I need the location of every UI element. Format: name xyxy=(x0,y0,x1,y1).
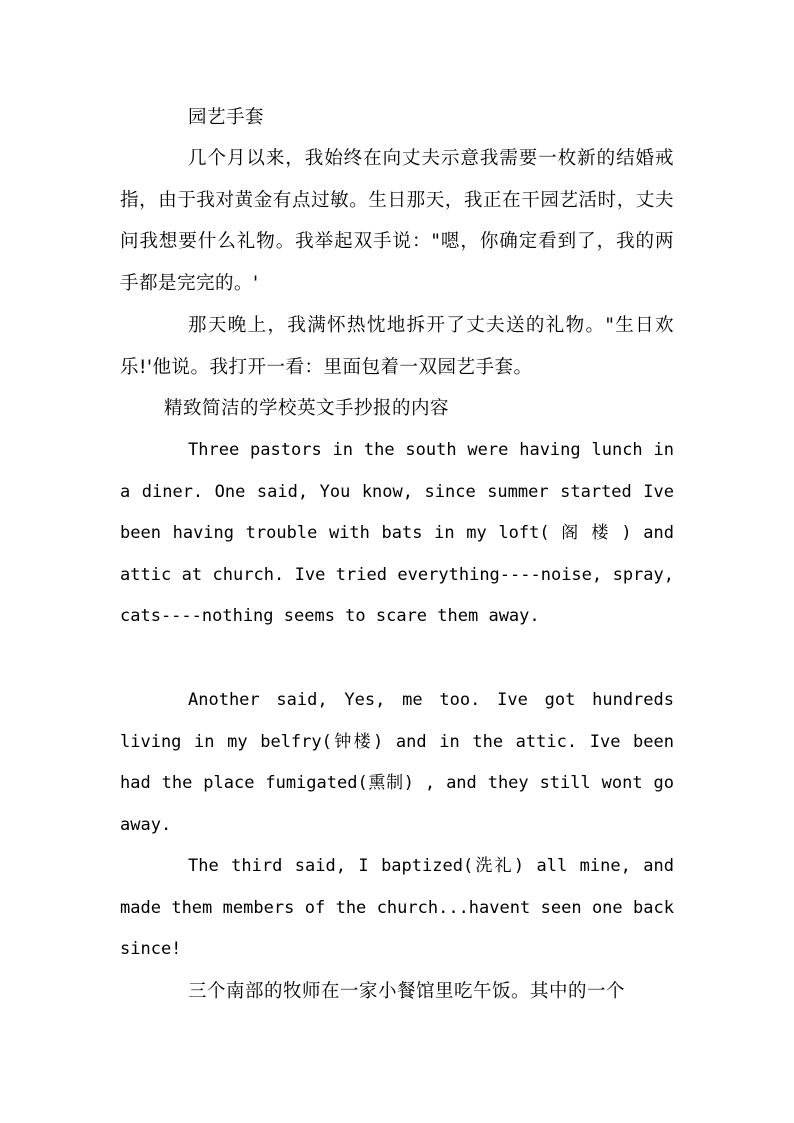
section-title-handwritten-newspaper: 精致简洁的学校英文手抄报的内容 xyxy=(164,398,450,419)
story-title-gardening-gloves: 园艺手套 xyxy=(188,107,265,128)
chinese-paragraph: 三个南部的牧师在一家小餐馆里吃午饭。其中的一个 xyxy=(188,981,626,1002)
story-paragraph: 那天晚上，我满怀热忱地拆开了丈夫送的礼物。"生日欢乐!'他说。我打开一看：里面包着一双园艺手套。 xyxy=(120,315,674,378)
english-paragraph: Three pastors in the south were having lunch in a diner. One said, You know, since summer started Ive been having trouble with bats in my loft( 阁 楼 ) and attic at church. Ive tried everything----noise, spray, cats----nothing seems to scare them away. xyxy=(120,440,674,626)
english-paragraph: Another said, Yes, me too. Ive got hundreds living in my belfry(钟楼) and in the attic. Ive been had the place fumigated(熏制) , and they still wont go away. xyxy=(120,690,674,835)
english-paragraph: The third said, I baptized(洗礼) all mine, and made them members of the church...havent seen one back since! xyxy=(120,856,674,959)
story-paragraph: 几个月以来，我始终在向丈夫示意我需要一枚新的结婚戒指，由于我对黄金有点过敏。生日那天，我正在干园艺活时，丈夫问我想要什么礼物。我举起双手说："嗯，你确定看到了，我的两手都是完完的。' xyxy=(120,148,674,294)
